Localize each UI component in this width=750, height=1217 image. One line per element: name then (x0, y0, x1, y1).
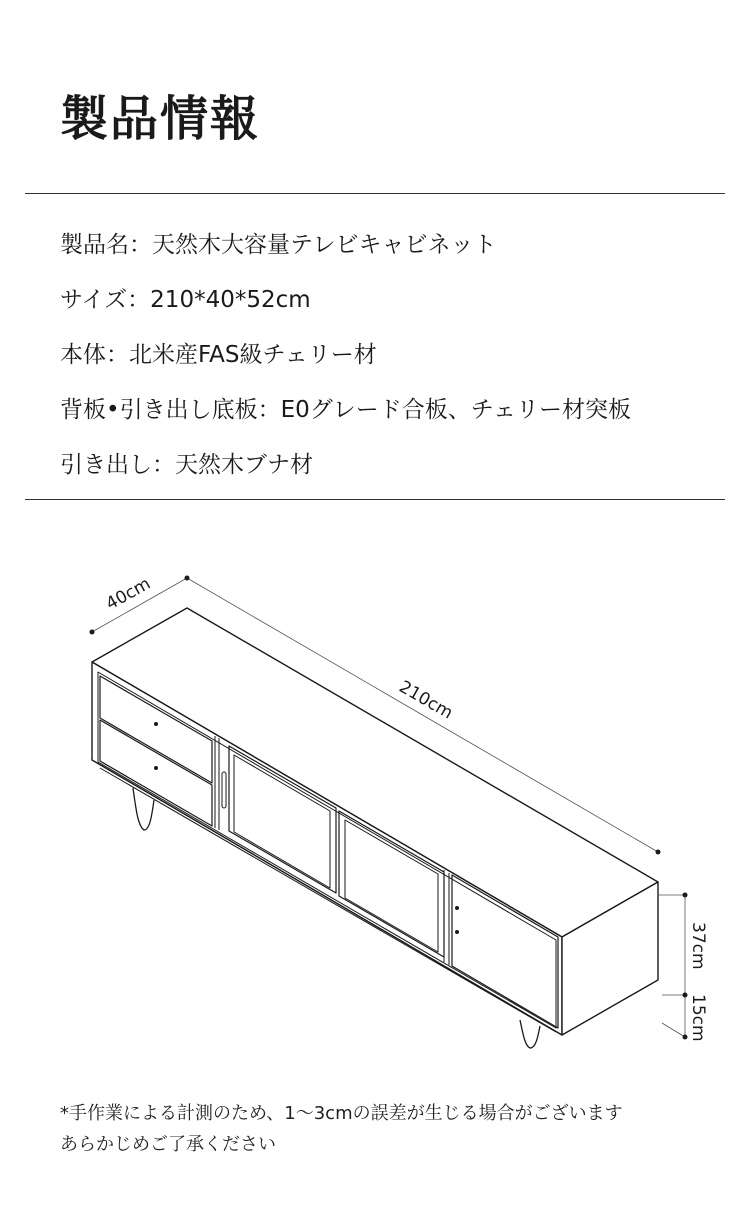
measurement-notes (60, 1098, 623, 1160)
spec-label: 引き出し (60, 452, 152, 478)
page-title: 製品情報 (60, 91, 261, 147)
spec-row-body (60, 328, 631, 383)
tv-cabinet-dimension-diagram (0, 560, 750, 1060)
spec-list (60, 218, 631, 493)
dimension-width-label: 210cm (395, 677, 457, 724)
spec-separator: ： (106, 342, 129, 368)
spec-separator: ： (127, 287, 151, 313)
spec-row-size (60, 273, 631, 328)
spec-row-drawer (60, 438, 631, 493)
dimension-body-height-label: 37cm (688, 922, 708, 970)
spec-separator: ： (257, 397, 281, 423)
spec-value: 210*40*52cm (150, 287, 311, 313)
spec-label: 本体 (60, 342, 106, 368)
note-line: あらかじめご了承ください (60, 1134, 276, 1155)
spec-value: 北米産FAS級チェリー材 (129, 342, 377, 368)
spec-value: 天然木ブナ材 (175, 452, 313, 478)
spec-label: サイズ (60, 287, 128, 313)
spec-value: 天然木大容量テレビキャビネット (152, 232, 497, 258)
spec-label: 背板•引き出し底板 (60, 397, 258, 423)
spec-separator: ： (129, 232, 152, 258)
spec-value: E0グレード合板、チェリー材突板 (280, 397, 632, 423)
note-line: *手作業による計測のため、1～3cmの誤差が生じる場合がございます (60, 1103, 623, 1124)
spec-label: 製品名 (60, 232, 129, 258)
dimension-leg-height-label: 15cm (688, 994, 708, 1042)
spec-separator: ： (152, 452, 175, 478)
bottom-divider (25, 499, 725, 500)
leg-right (520, 1020, 540, 1048)
spec-row-product-name (60, 218, 631, 273)
dimension-depth-label: 40cm (102, 573, 155, 615)
top-divider (25, 193, 725, 194)
spec-row-back-panel (60, 383, 631, 438)
